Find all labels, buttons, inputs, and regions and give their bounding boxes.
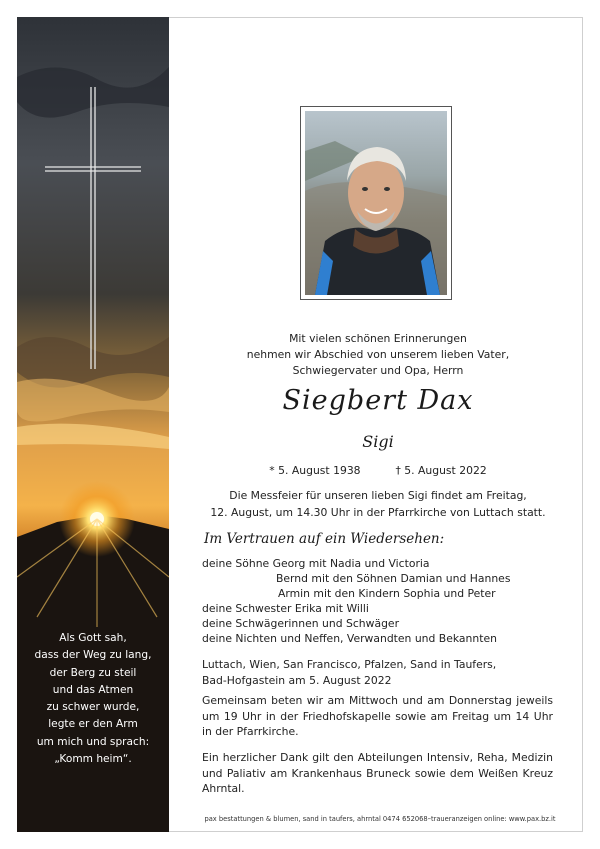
poem-line: um mich und sprach: <box>36 735 150 748</box>
mourner-line: deine Schwägerinnen und Schwäger <box>202 617 400 630</box>
poem-line: zu schwer wurde, <box>46 701 140 714</box>
poem-line: „Komm heim“. <box>54 753 132 766</box>
mourner-line: Armin mit den Kindern Sophia und Peter <box>278 587 496 600</box>
intro-line: nehmen wir Abschied von unserem lieben Vater, <box>246 348 510 361</box>
mourner-line: deine Söhne Georg mit Nadia und Victoria <box>202 557 430 570</box>
poem-line: legte er den Arm <box>48 718 138 731</box>
mourner-line: deine Nichten und Neffen, Verwandten und Bekannten <box>202 632 497 645</box>
funeral-mass-info <box>180 487 576 521</box>
poem <box>17 630 169 768</box>
life-dates <box>180 464 576 477</box>
motto: Im Vertrauen auf ein Wiedersehen: <box>204 531 445 547</box>
prayer-info: Gemeinsam beten wir am Mittwoch und am Donnerstag jeweils um 19 Uhr in der Friedhofskapelle sowie am Freitag um 14 Uhr in der Pfarrkirche. <box>202 694 553 738</box>
intro-line: Schwiegervater und Opa, Herrn <box>292 364 464 377</box>
places-and-date <box>202 657 572 688</box>
mourner-line: Bernd mit den Söhnen Damian und Hannes <box>276 572 511 585</box>
sunset-side-panel <box>17 17 169 832</box>
deceased-name: Siegbert Dax <box>282 385 474 416</box>
thanks-note: Ein herzlicher Dank gilt den Abteilungen Intensiv, Reha, Medizin und Paliativ am Krankenhaus Bruneck sowie dem Weißen Kreuz Ahrntal. <box>202 751 553 795</box>
mass-line: Die Messfeier für unseren lieben Sigi findet am Freitag, <box>229 489 527 502</box>
intro-text <box>180 331 576 379</box>
portrait-frame <box>300 106 452 300</box>
poem-line: und das Atmen <box>52 683 134 696</box>
poem-line: der Berg zu steil <box>49 666 137 679</box>
mourners-list <box>202 556 572 646</box>
poem-line: dass der Weg zu lang, <box>34 649 152 662</box>
portrait-photo <box>305 111 447 295</box>
deceased-nickname: Sigi <box>362 432 394 451</box>
death-date: † 5. August 2022 <box>395 464 487 477</box>
footer-imprint: pax bestattungen & blumen, sand in taufers, ahrntal 0474 652068–traueranzeigen online: www.pax.bz.it <box>204 815 556 823</box>
mourner-line: deine Schwester Erika mit Willi <box>202 602 369 615</box>
birth-date: * 5. August 1938 <box>269 464 361 477</box>
poem-line: Als Gott sah, <box>59 632 127 644</box>
intro-line: Mit vielen schönen Erinnerungen <box>289 332 467 345</box>
mass-line: 12. August, um 14.30 Uhr in der Pfarrkirche von Luttach statt. <box>210 506 546 519</box>
places-line: Bad-Hofgastein am 5. August 2022 <box>202 673 392 687</box>
places-line: Luttach, Wien, San Francisco, Pfalzen, Sand in Taufers, <box>202 658 497 671</box>
